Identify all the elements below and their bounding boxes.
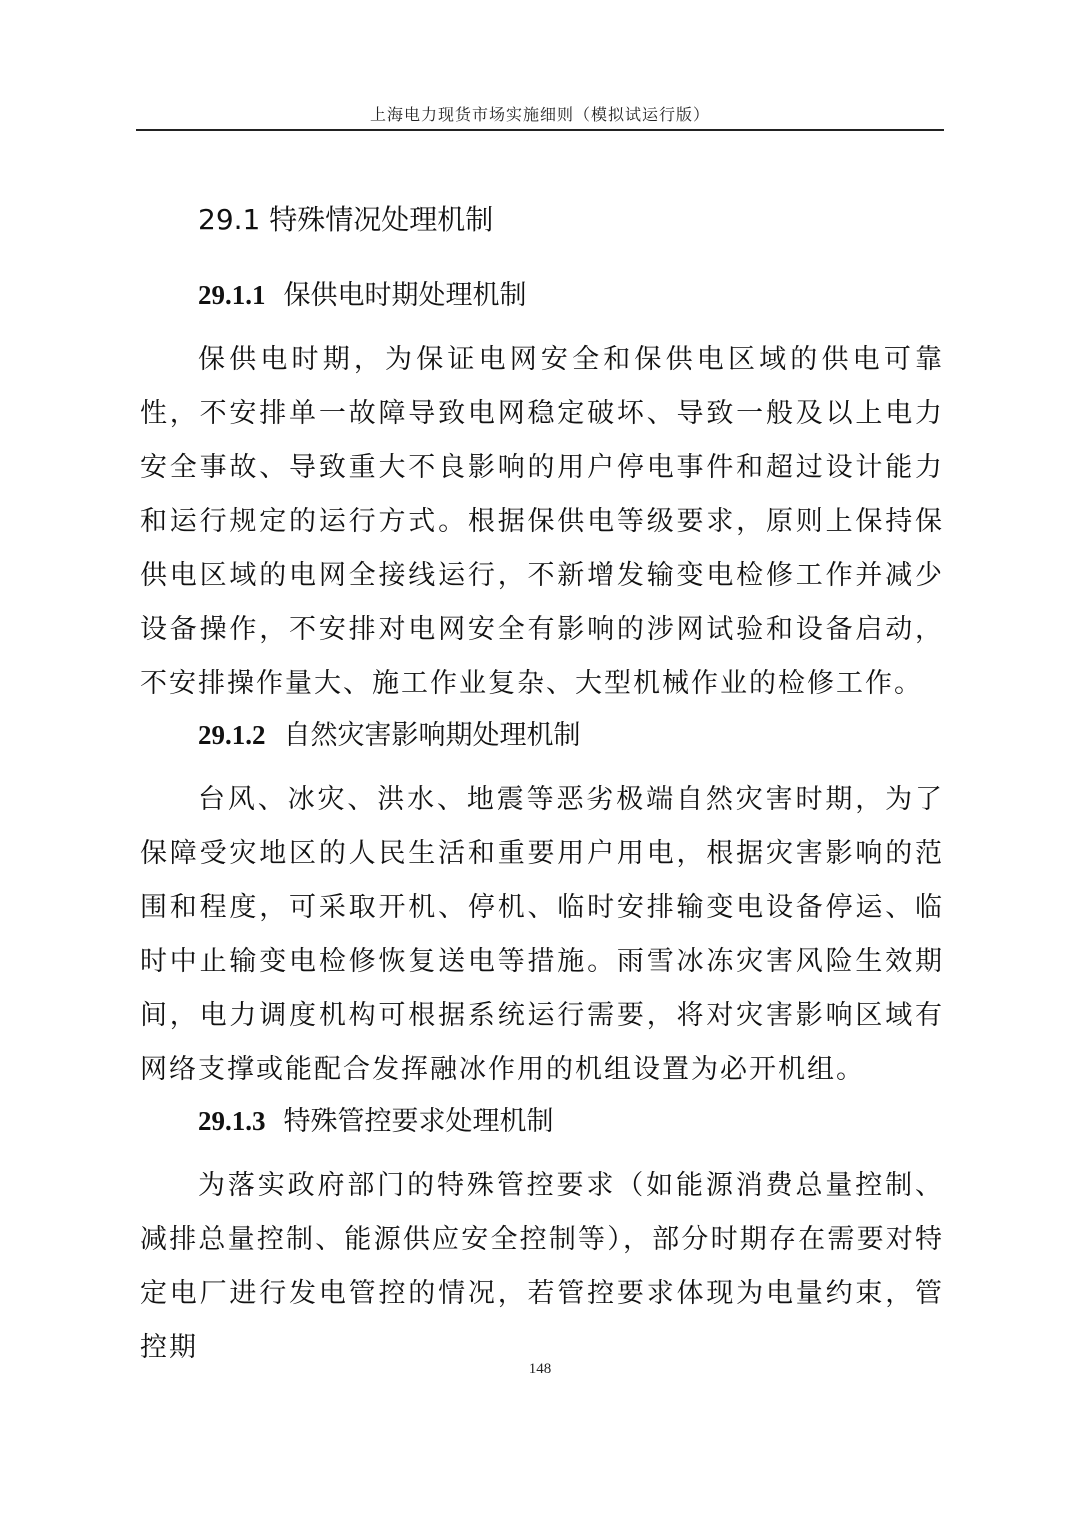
subsection-title: 特殊管控要求处理机制: [283, 1105, 554, 1137]
page-number: 148: [528, 1361, 552, 1377]
section-heading: 29.1 特殊情况处理机制: [198, 203, 494, 236]
subsection-number: 29.1.1: [198, 280, 266, 311]
subsection-title: 自然灾害影响期处理机制: [283, 719, 581, 751]
subsection-title: 保供电时期处理机制: [283, 280, 527, 312]
subsection-heading-29-1-2: [140, 717, 944, 755]
paragraph-29-1-3: 为落实政府部门的特殊管控要求（如能源消费总量控制、减排总量控制、能源供应安全控制等），部分时期存在需要对特定电厂进行发电管控的情况，若管控要求体现为电量约束，管控期: [140, 1169, 944, 1363]
header-rule: [136, 129, 944, 131]
subsection-number: 29.1.3: [198, 1105, 266, 1136]
subsection-heading-29-1-1: [140, 277, 944, 315]
running-header: 上海电力现货市场实施细则（模拟试运行版）: [369, 105, 710, 124]
subsection-heading-29-1-3: [140, 1103, 944, 1141]
paragraph-29-1-2: 台风、冰灾、洪水、地震等恶劣极端自然灾害时期，为了保障受灾地区的人民生活和重要用户用电，根据灾害影响的范围和程度，可采取开机、停机、临时安排输变电设备停运、临时中止输变电检修恢复送电等措施。雨雪冰冻灾害风险生效期间，电力调度机构可根据系统运行需要，将对灾害影响区域有网络支撑或能配合发挥融冰作用的机组设置为必开机组。: [140, 783, 944, 1085]
subsection-number: 29.1.2: [198, 719, 266, 750]
page-content: [140, 200, 944, 1381]
paragraph-29-1-1: 保供电时期，为保证电网安全和保供电区域的供电可靠性，不安排单一故障导致电网稳定破坏、导致一般及以上电力安全事故、导致重大不良影响的用户停电事件和超过设计能力和运行规定的运行方式。根据保供电等级要求，原则上保持保供电区域的电网全接线运行，不新增发输变电检修工作并减少设备操作，不安排对电网安全有影响的涉网试验和设备启动，不安排操作量大、施工作业复杂、大型机械作业的检修工作。: [140, 343, 944, 699]
